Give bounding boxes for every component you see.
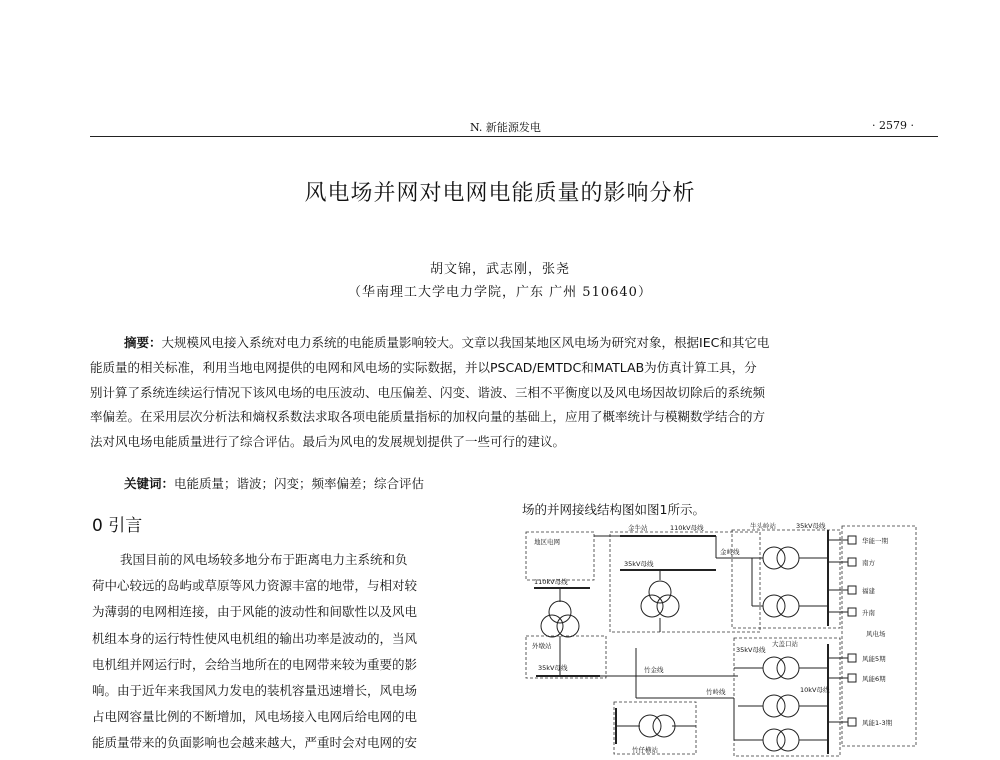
abstract-line-2: 能质量的相关标准，利用当地电网提供的电网和风电场的实际数据，并以PSCAD/EMTDC和MATLAB为仿真计算工具，分 — [90, 359, 757, 375]
page-number: · 2579 · — [872, 119, 914, 132]
label-bus-35kv-wai: 35kV母线 — [538, 664, 568, 672]
keywords-label: 关键词： — [124, 476, 175, 491]
affiliation: （华南理工大学电力学院，广东 广州 510640） — [348, 285, 652, 300]
wind-feeder-7 — [828, 718, 856, 726]
keywords-text: 电能质量；谐波；闪变；频率偏差；综合评估 — [174, 476, 425, 491]
transformer-dagai-1 — [738, 657, 828, 679]
label-bus-35kv-mid: 35kV母线 — [624, 560, 654, 568]
figure-intro-text: 场的并网接线结构图如图1所示。 — [522, 502, 705, 517]
section-heading: 0 引言 — [92, 516, 143, 536]
header-rule — [90, 136, 938, 137]
label-bus-35kv-niu: 35kV母线 — [796, 522, 826, 530]
label-wai-station: 外墩站 — [532, 642, 552, 650]
label-wt-7: 风能1-3期 — [862, 719, 893, 727]
wind-feeder-2 — [828, 558, 856, 566]
label-bus-110kv-top: 110kV母线 — [670, 524, 704, 532]
body-line: 能质量带来的负面影响也会越来越大，严重时会对电网的安 — [92, 735, 418, 751]
transformer-zhuzi — [639, 715, 675, 737]
keywords — [124, 474, 424, 492]
label-zhuzi-station: 竹仔横站 — [632, 746, 658, 754]
body-line: 占电网容量比例的不断增加，风电场接入电网后给电网的电 — [92, 709, 418, 725]
transformer-niu-2 — [752, 595, 828, 617]
wind-feeder-5 — [828, 654, 856, 662]
body-line: 我国目前的风电场较多地分布于距离电力主系统和负 — [120, 552, 408, 567]
transformer-jin — [641, 581, 679, 617]
abstract-text: 大规模风电接入系统对电力系统的电能质量影响较大。文章以我国某地区风电场为研究对象，根据IEC和其它电 — [161, 335, 770, 350]
abstract-line-4: 率偏差。在采用层次分析法和熵权系数法求取各项电能质量指标的加权向量的基础上，应用了概率统计与模糊数学结合的方 — [90, 409, 766, 425]
label-wt-4: 升南 — [862, 609, 875, 617]
abstract-label: 摘要： — [124, 335, 162, 350]
label-zhuling-line: 竹岭线 — [706, 688, 726, 696]
body-line: 响。由于近年来我国风力发电的装机容量迅速增长，风电场 — [92, 683, 418, 699]
label-wt-6: 风能6期 — [862, 675, 886, 683]
label-wind-farm: 风电场 — [866, 630, 886, 638]
body-line: 荷中心较远的岛屿或草原等风力资源丰富的地带，与相对较 — [92, 578, 418, 594]
transformer-wai — [541, 601, 579, 637]
label-zhu-line: 竹金线 — [644, 666, 664, 674]
running-header-section: N. 新能源发电 — [470, 121, 541, 134]
label-bus-10kv: 10kV母线 — [800, 686, 830, 694]
author-list: 胡文锦，武志刚，张尧 — [429, 262, 570, 277]
section-body — [92, 547, 504, 757]
niu-station-box — [732, 530, 840, 628]
wind-feeder-4 — [828, 608, 856, 616]
body-line: 机组本身的运行特性使风电机组的输出功率是波动的，当风 — [92, 630, 418, 646]
label-wt-3: 福建 — [862, 587, 875, 595]
abstract — [90, 331, 920, 455]
label-wt-2: 南方 — [862, 559, 875, 567]
abstract-line-3: 别计算了系统连续运行情况下该风电场的电压波动、电压偏差、闪变、谐波、三相不平衡度以及风电场因故切除后的系统频 — [90, 384, 766, 400]
body-line: 为薄弱的电网相连接，由于风能的波动性和间歇性以及风电 — [92, 604, 418, 620]
label-jin-station: 金牛站 — [628, 524, 648, 532]
label-wt-5: 风能5期 — [862, 655, 886, 663]
dagai-station-box — [734, 638, 840, 756]
wind-feeder-6 — [828, 674, 856, 682]
abstract-line-1 — [90, 331, 920, 356]
label-niu-station: 牛头岭站 — [750, 522, 776, 530]
grid-connection-diagram — [520, 518, 920, 760]
transformer-dagai-2 — [738, 695, 828, 717]
label-dagai-station: 大盖口站 — [772, 640, 798, 648]
label-region-grid: 地区电网 — [534, 538, 560, 546]
body-line: 电机组并网运行时，会给当地所在的电网带来较为重要的影 — [92, 656, 418, 672]
label-bus-110kv-left: 110kV母线 — [534, 578, 568, 586]
jin-station-box — [610, 532, 760, 632]
label-wt-1: 华能一期 — [862, 537, 888, 545]
paper-title: 风电场并网对电网电能质量的影响分析 — [304, 181, 696, 206]
transformer-dagai-3 — [738, 729, 828, 751]
label-bus-35kv-dagai: 35kV母线 — [736, 646, 766, 654]
abstract-line-5: 法对风电场电能质量进行了综合评估。最后为风电的发展规划提供了一些可行的建议。 — [90, 434, 566, 450]
label-jin-line: 金岭线 — [720, 548, 740, 556]
